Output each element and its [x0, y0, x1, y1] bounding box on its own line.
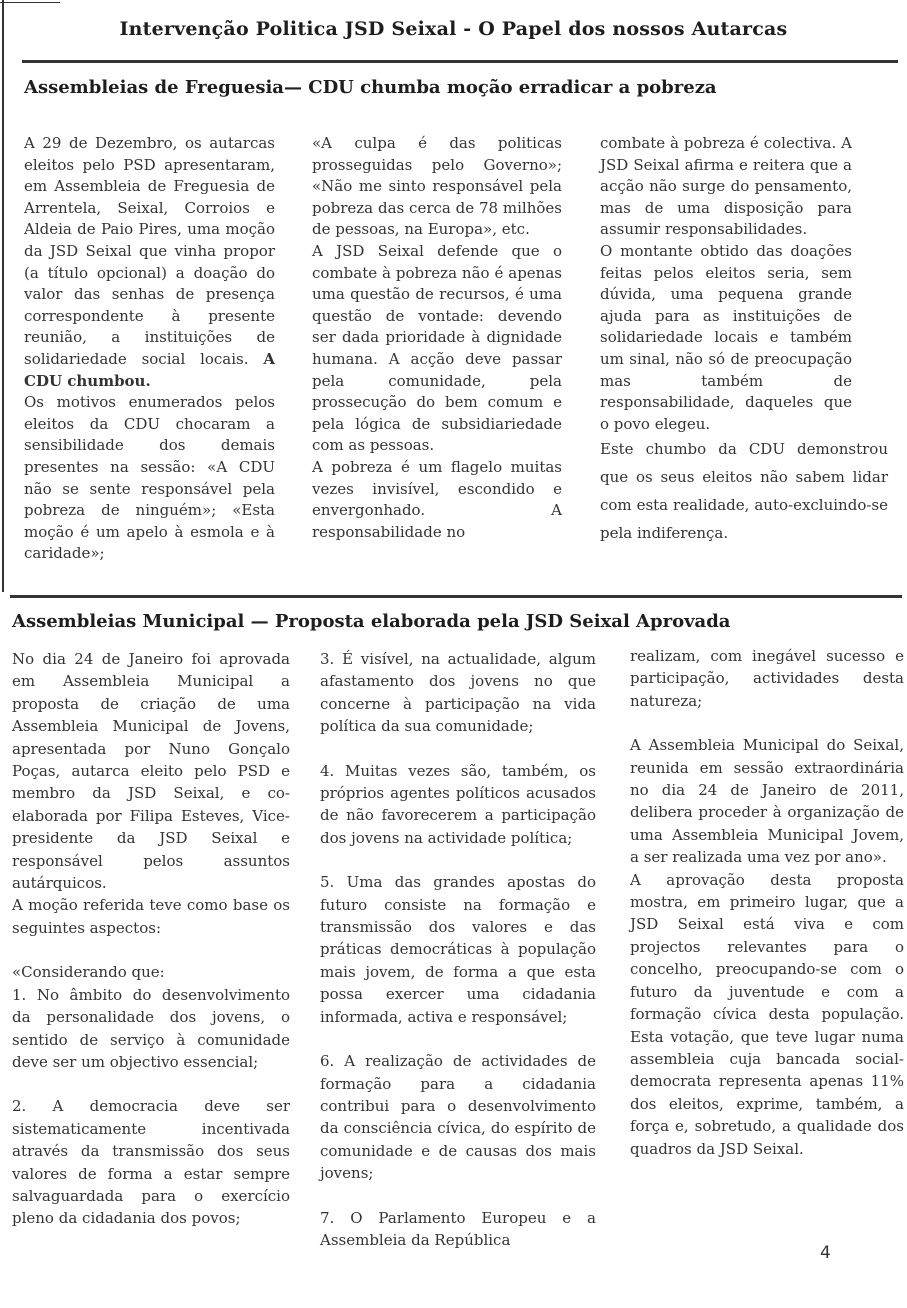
article2-col2 [320, 648, 596, 1273]
paragraph: 6. A realização de actividades de formação para a cidadania contribui para o desenvolvimento da consciência cívica, do espírito de comunidade e de causas dos mais jovens; [320, 1052, 596, 1183]
article1-heading: Assembleias de Freguesia— CDU chumba moção erradicar a pobreza [24, 77, 717, 98]
paragraph: realizam, com inegável sucesso e participação, actividades desta natureza; [630, 647, 904, 710]
paragraph: 2. A democracia deve ser sistematicamente incentivada através da transmissão dos seus valores de forma a estar sempre salvaguardada para o exercício pleno da cidadania dos povos; [12, 1097, 290, 1228]
page-number: 4 [820, 1243, 831, 1263]
paragraph: «A culpa é das politicas prosseguidas pelo Governo»; «Não me sinto responsável pela pobreza das cerca de 78 milhões de pessoas, na Europa», etc. [312, 134, 562, 239]
article2-heading: Assembleias Municipal — Proposta elaborada pela JSD Seixal Aprovada [12, 611, 731, 632]
paragraph: A Assembleia Municipal do Seixal, reunida em sessão extraordinária no dia 24 de Janeiro de 2011, delibera proceder à organização de uma Assembleia Municipal Jovem, a ser realizada uma vez por ano». [630, 736, 904, 867]
article1-col3 [600, 133, 888, 547]
paragraph: 3. É visível, na actualidade, algum afastamento dos jovens no que concerne à participação na vida política da sua comunidade; [320, 650, 596, 736]
page-title: Intervenção Politica JSD Seixal - O Papel dos nossos Autarcas [119, 18, 788, 40]
paragraph: Os motivos enumerados pelos eleitos da CDU chocaram a sensibilidade dos demais presentes na sessão: «A CDU não se sente responsável pela pobreza de ninguém»; «Esta moção é um apelo à esmola e à caridade»; [24, 393, 275, 563]
paragraph: A 29 de Dezembro, os autarcas eleitos pelo PSD apresentaram, em Assembleia de Freguesia de Arrentela, Seixal, Corroios e Aldeia de Paio Pires, uma moção da JSD Seixal que vinha propor (a título opcional) a doação do valor das senhas de presença correspondente à presente reunião, a instituições de solidariedade social locais. A CDU chumbou. [24, 134, 275, 390]
article1-col1 [24, 133, 275, 565]
paragraph: 7. O Parlamento Europeu e a Assembleia da República [320, 1208, 596, 1249]
paragraph: 4. Muitas vezes são, também, os próprios agentes políticos acusados de não favorecerem a participação dos jovens na actividade política; [320, 761, 596, 847]
paragraph: «Considerando que: [12, 963, 165, 982]
paragraph: A pobreza é um flagelo muitas vezes invisível, escondido e envergonhado. A responsabilidade no [312, 457, 562, 541]
paragraph: O montante obtido das doações feitas pelos eleitos seria, sem dúvida, uma pequena grande ajuda para as instituições de solidariedade locais e também um sinal, não só de preocupação mas também de responsabilidade, daqueles que o povo elegeu. [600, 241, 852, 433]
top-rule [0, 2, 60, 3]
left-border [2, 0, 4, 592]
section-rule [10, 595, 902, 598]
paragraph: 1. No âmbito do desenvolvimento da personalidade dos jovens, o sentido de serviço à comunidade deve ser um objectivo essencial; [12, 985, 290, 1071]
paragraph: combate à pobreza é colectiva. A JSD Seixal afirma e reitera que a acção não surge do pensamento, mas de uma disposição para assumir responsabilidades. [600, 134, 852, 239]
paragraph: No dia 24 de Janeiro foi aprovada em Assembleia Municipal a proposta de criação de uma Assembleia Municipal de Jovens, apresentada por Nuno Gonçalo Poças, autarca eleito pelo PSD e membro da JSD Seixal, e co-elaborada por Filipa Esteves, Vice-presidente da JSD Seixal e responsável pelos assuntos autárquicos. [12, 650, 290, 893]
paragraph: A moção referida teve como base os seguintes aspectos: [12, 896, 290, 937]
bold-text: A CDU chumbou. [24, 349, 275, 390]
paragraph: A JSD Seixal defende que o combate à pobreza não é apenas uma questão de recursos, é uma questão de vontade: devendo ser dada prioridade à dignidade humana. A acção deve passar pela comunidade, pela prossecução do bem comum e pela lógica de subsidiariedade com as pessoas. [312, 241, 562, 455]
paragraph: A aprovação desta proposta mostra, em primeiro lugar, que a JSD Seixal está viva e com projectos relevantes para o concelho, preocupando-se com o futuro da juventude e com a formação cívica desta população. Esta votação, que teve lugar numa assembleia cuja bancada social-democrata representa apenas 11% dos eleitos, exprime, também, a força e, sobretudo, a qualidade dos quadros da JSD Seixal. [630, 870, 904, 1158]
paragraph: 5. Uma das grandes apostas do futuro consiste na formação e transmissão dos valores e das práticas democráticas à população mais jovem, de forma a que esta possa exercer uma cidadania informada, activa e responsável; [320, 873, 596, 1026]
article1-col2 [312, 133, 562, 543]
paragraph: Este chumbo da CDU demonstrou que os seus eleitos não sabem lidar com esta realidade, auto-excluindo-se pela indiferença. [600, 440, 888, 543]
article2-col1 [12, 648, 290, 1252]
article2-col3 [630, 645, 904, 1182]
title-rule [22, 60, 898, 63]
